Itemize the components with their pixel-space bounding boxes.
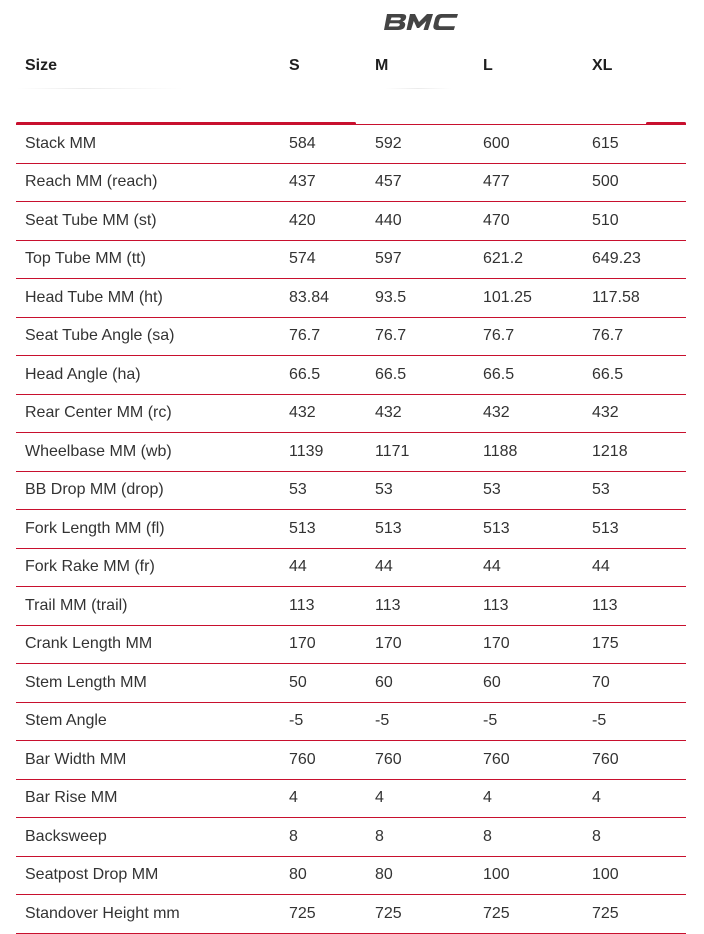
cell-s: 432: [280, 394, 366, 433]
row-label: Seatpost Drop MM: [16, 856, 280, 895]
cell-xl: 175: [583, 625, 686, 664]
cell-m: -5: [366, 702, 474, 741]
row-label: Reach MM (reach): [16, 163, 280, 202]
cell-l: 170: [474, 625, 583, 664]
cell-l: 432: [474, 394, 583, 433]
cell-s: 76.7: [280, 317, 366, 356]
row-label: Stem Angle: [16, 702, 280, 741]
cell-m: 8: [366, 818, 474, 857]
table-row: [16, 741, 686, 780]
cell-s: 725: [280, 895, 366, 934]
cell-l: 1188: [474, 433, 583, 472]
cell-m: 113: [366, 587, 474, 626]
table-row: [16, 433, 686, 472]
cell-xl: 1218: [583, 433, 686, 472]
cell-l: 60: [474, 664, 583, 703]
cell-xl: 70: [583, 664, 686, 703]
cell-xl: 8: [583, 818, 686, 857]
header-l: L: [483, 57, 493, 74]
cell-l: 477: [474, 163, 583, 202]
cell-xl: 4: [583, 779, 686, 818]
bmc-logo: [384, 10, 458, 34]
table-row: [16, 240, 686, 279]
row-label: BB Drop MM (drop): [16, 471, 280, 510]
cell-l: 8: [474, 818, 583, 857]
table-row: [16, 202, 686, 241]
geometry-table: [16, 44, 686, 934]
cell-s: 760: [280, 741, 366, 780]
cell-l: 113: [474, 587, 583, 626]
row-label: Bar Rise MM: [16, 779, 280, 818]
cell-s: 8: [280, 818, 366, 857]
table-row: [16, 856, 686, 895]
cell-m: 1171: [366, 433, 474, 472]
table-row: [16, 125, 686, 164]
cell-s: 574: [280, 240, 366, 279]
cell-m: 457: [366, 163, 474, 202]
table-row: [16, 702, 686, 741]
cell-xl: 615: [583, 125, 686, 164]
table-row: [16, 163, 686, 202]
table-row: [16, 664, 686, 703]
row-label: Stack MM: [16, 125, 280, 164]
cell-xl: 760: [583, 741, 686, 780]
cell-s: 66.5: [280, 356, 366, 395]
cell-xl: 76.7: [583, 317, 686, 356]
cell-m: 432: [366, 394, 474, 433]
row-label: Crank Length MM: [16, 625, 280, 664]
cell-m: 725: [366, 895, 474, 934]
cell-xl: -5: [583, 702, 686, 741]
cell-xl: 53: [583, 471, 686, 510]
table-row: [16, 625, 686, 664]
cell-m: 93.5: [366, 279, 474, 318]
cell-l: 513: [474, 510, 583, 549]
cell-l: 101.25: [474, 279, 583, 318]
row-label: Backsweep: [16, 818, 280, 857]
cell-xl: 649.23: [583, 240, 686, 279]
cell-xl: 725: [583, 895, 686, 934]
cell-l: 53: [474, 471, 583, 510]
table-row: [16, 471, 686, 510]
cell-l: 725: [474, 895, 583, 934]
row-label: Rear Center MM (rc): [16, 394, 280, 433]
cell-m: 597: [366, 240, 474, 279]
table-header-row: [16, 44, 686, 88]
row-label: Seat Tube MM (st): [16, 202, 280, 241]
row-label: Bar Width MM: [16, 741, 280, 780]
row-label: Stem Length MM: [16, 664, 280, 703]
cell-l: 621.2: [474, 240, 583, 279]
cell-s: -5: [280, 702, 366, 741]
cell-s: 1139: [280, 433, 366, 472]
cell-l: 76.7: [474, 317, 583, 356]
cell-l: 470: [474, 202, 583, 241]
cell-m: 53: [366, 471, 474, 510]
row-label: Top Tube MM (tt): [16, 240, 280, 279]
row-label: Fork Rake MM (fr): [16, 548, 280, 587]
cell-s: 420: [280, 202, 366, 241]
cell-s: 113: [280, 587, 366, 626]
header-divider-row: [16, 88, 686, 125]
cell-xl: 510: [583, 202, 686, 241]
cell-xl: 432: [583, 394, 686, 433]
table-row: [16, 895, 686, 934]
cell-s: 584: [280, 125, 366, 164]
row-label: Standover Height mm: [16, 895, 280, 934]
cell-m: 513: [366, 510, 474, 549]
cell-m: 60: [366, 664, 474, 703]
cell-m: 170: [366, 625, 474, 664]
table-row: [16, 587, 686, 626]
header-m: M: [375, 57, 389, 74]
bmc-logo-icon: [384, 10, 458, 34]
row-label: Wheelbase MM (wb): [16, 433, 280, 472]
cell-xl: 100: [583, 856, 686, 895]
header-divider: [16, 88, 686, 125]
cell-s: 4: [280, 779, 366, 818]
cell-l: 4: [474, 779, 583, 818]
table-row: [16, 548, 686, 587]
cell-m: 760: [366, 741, 474, 780]
cell-xl: 500: [583, 163, 686, 202]
cell-s: 437: [280, 163, 366, 202]
row-label: Head Angle (ha): [16, 356, 280, 395]
cell-s: 53: [280, 471, 366, 510]
header-accent-right: [646, 122, 686, 125]
table-row: [16, 818, 686, 857]
cell-l: 600: [474, 125, 583, 164]
cell-s: 44: [280, 548, 366, 587]
table-row: [16, 317, 686, 356]
table-row: [16, 510, 686, 549]
header-fade-line: [16, 88, 686, 89]
row-label: Seat Tube Angle (sa): [16, 317, 280, 356]
cell-l: 100: [474, 856, 583, 895]
row-label: Trail MM (trail): [16, 587, 280, 626]
cell-m: 80: [366, 856, 474, 895]
header-s: S: [289, 57, 300, 74]
table-row: [16, 356, 686, 395]
cell-m: 4: [366, 779, 474, 818]
cell-m: 66.5: [366, 356, 474, 395]
table-row: [16, 394, 686, 433]
table-row: [16, 279, 686, 318]
cell-s: 170: [280, 625, 366, 664]
cell-s: 513: [280, 510, 366, 549]
cell-l: 66.5: [474, 356, 583, 395]
row-label: Fork Length MM (fl): [16, 510, 280, 549]
cell-s: 80: [280, 856, 366, 895]
header-xl: XL: [592, 57, 613, 74]
cell-s: 83.84: [280, 279, 366, 318]
cell-m: 440: [366, 202, 474, 241]
cell-xl: 513: [583, 510, 686, 549]
cell-l: 760: [474, 741, 583, 780]
cell-xl: 117.58: [583, 279, 686, 318]
cell-xl: 66.5: [583, 356, 686, 395]
table-row: [16, 779, 686, 818]
cell-m: 44: [366, 548, 474, 587]
table-body: [16, 125, 686, 934]
cell-l: -5: [474, 702, 583, 741]
cell-m: 76.7: [366, 317, 474, 356]
cell-xl: 44: [583, 548, 686, 587]
row-label: Head Tube MM (ht): [16, 279, 280, 318]
cell-l: 44: [474, 548, 583, 587]
cell-s: 50: [280, 664, 366, 703]
header-size: Size: [25, 57, 58, 74]
header-accent-left: [16, 122, 356, 125]
cell-xl: 113: [583, 587, 686, 626]
cell-m: 592: [366, 125, 474, 164]
